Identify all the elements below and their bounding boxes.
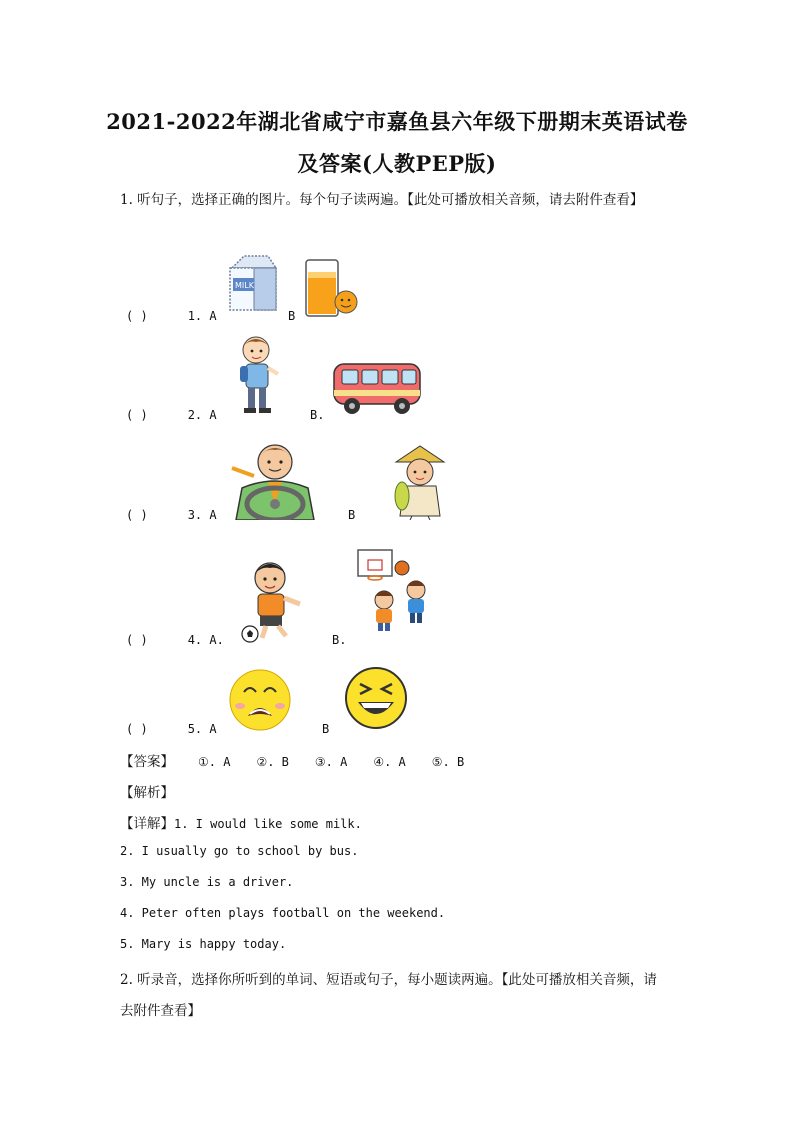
- analysis-line-5: 5. Mary is happy today.: [120, 937, 287, 951]
- driver-icon: [228, 434, 322, 520]
- option-b-label: B.: [332, 633, 347, 647]
- question-row-2: [126, 408, 217, 422]
- bus-icon: [332, 360, 424, 416]
- analysis-line-2: 2. I usually go to school by bus.: [120, 844, 359, 858]
- option-b-label: B.: [310, 408, 325, 422]
- analysis-label: 【解析】: [120, 785, 174, 801]
- answer-paren: ( ): [126, 508, 148, 522]
- question-number: 3. A: [187, 508, 217, 522]
- crying-face-icon: [228, 668, 292, 732]
- question-number: 1. A: [187, 309, 217, 323]
- section1-instruction: 1. 听句子，选择正确的图片。每个句子读两遍。【此处可播放相关音频，请去附件查看】: [120, 192, 644, 208]
- analysis-line-3: 3. My uncle is a driver.: [120, 875, 294, 889]
- boy-walking-icon: [232, 334, 284, 418]
- svg-text:MILK: MILK: [235, 281, 254, 290]
- answer-item-2: ②. B: [256, 755, 289, 769]
- question-row-4: [126, 633, 224, 647]
- question-row-3: [126, 508, 217, 522]
- question-number: 4. A.: [187, 633, 224, 647]
- question-number: 5. A: [187, 722, 217, 736]
- answer-paren: ( ): [126, 633, 148, 647]
- basketball-kids-icon: [354, 546, 438, 632]
- question-number: 2. A: [187, 408, 217, 422]
- question-row-1: [126, 309, 217, 323]
- option-b-label: B: [288, 309, 296, 323]
- page-title-line2: 及答案(人教PEP版): [297, 151, 497, 176]
- milk-carton-icon: [224, 254, 280, 312]
- detail-label: 【详解】: [120, 816, 174, 832]
- section2-instruction-line1: 2. 听录音，选择你所听到的单词、短语或句子，每小题读两遍。【此处可播放相关音频，请: [120, 972, 657, 988]
- answer-item-3: ③. A: [314, 755, 348, 769]
- analysis-sentence: 1. I would like some milk.: [174, 817, 362, 831]
- orange-juice-icon: [302, 258, 360, 320]
- answer-paren: ( ): [126, 722, 148, 736]
- page-title-line1: 2021-2022年湖北省咸宁市嘉鱼县六年级下册期末英语试卷: [106, 109, 688, 134]
- answer-row: [120, 750, 490, 770]
- farmer-icon: [388, 444, 452, 520]
- laughing-face-icon: [344, 666, 408, 730]
- question-row-5: [126, 722, 217, 736]
- section2-instruction-line2: 去附件查看】: [120, 1003, 201, 1019]
- analysis-line-4: 4. Peter often plays football on the weekend.: [120, 906, 446, 920]
- answer-item-5: ⑤. B: [431, 755, 465, 769]
- answer-paren: ( ): [126, 309, 148, 323]
- football-boy-icon: [240, 558, 308, 644]
- answer-item-1: ①. A: [198, 755, 231, 769]
- answer-label: 【答案】: [120, 754, 174, 770]
- answer-item-4: ④. A: [373, 755, 406, 769]
- analysis-line-1: [120, 812, 362, 832]
- option-b-label: B: [322, 722, 330, 736]
- answer-paren: ( ): [126, 408, 148, 422]
- option-b-label: B: [348, 508, 356, 522]
